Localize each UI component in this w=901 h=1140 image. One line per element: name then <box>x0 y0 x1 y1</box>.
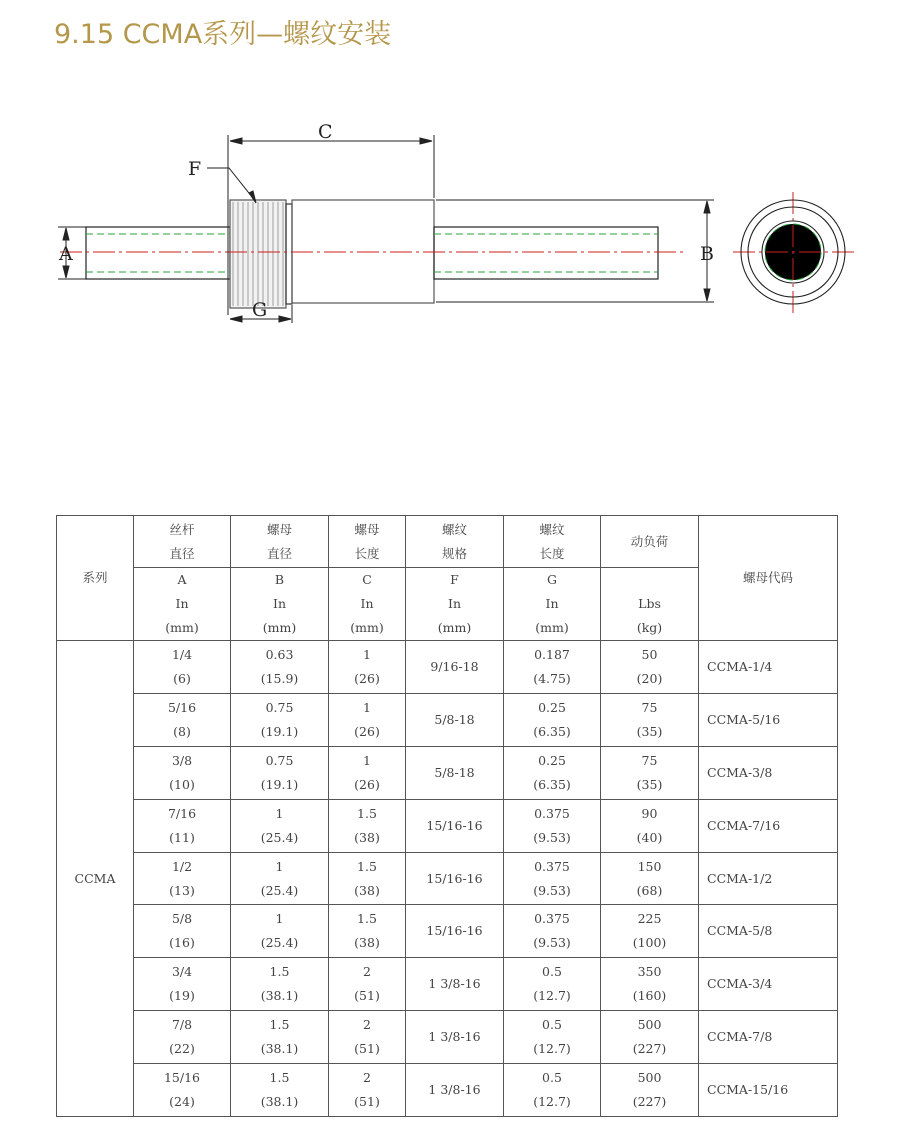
cell-b: 0.63 (15.9) <box>231 641 329 694</box>
cell-c: 1 (26) <box>329 746 406 799</box>
unit-load: Lbs (kg) <box>601 568 699 641</box>
cell-a: 1/4 (6) <box>134 641 231 694</box>
dim-label-g: G <box>252 299 268 321</box>
series-cell: CCMA <box>57 641 134 1117</box>
cell-f: 15/16-16 <box>406 852 504 905</box>
unit-c: C In (mm) <box>329 568 406 641</box>
cell-g: 0.375 (9.53) <box>504 905 601 958</box>
screw-shaft-left <box>86 227 230 279</box>
cell-c: 1.5 (38) <box>329 905 406 958</box>
screw-shaft-right <box>434 227 658 279</box>
header-screw-dia: 丝杆 直径 <box>134 516 231 568</box>
cell-b: 1.5 (38.1) <box>231 1011 329 1064</box>
cell-a: 7/8 (22) <box>134 1011 231 1064</box>
table-row <box>57 1011 838 1064</box>
header-nut-length: 螺母 长度 <box>329 516 406 568</box>
cell-load: 350 (160) <box>601 958 699 1011</box>
header-dynamic-load: 动负荷 <box>601 516 699 568</box>
cell-a: 1/2 (13) <box>134 852 231 905</box>
dim-label-a: A <box>59 243 73 265</box>
cell-code: CCMA-1/2 <box>699 852 838 905</box>
cell-code: CCMA-5/16 <box>699 693 838 746</box>
cell-g: 0.5 (12.7) <box>504 958 601 1011</box>
cell-code: CCMA-7/8 <box>699 1011 838 1064</box>
cell-g: 0.25 (6.35) <box>504 746 601 799</box>
header-nut-code: 螺母代码 <box>699 516 838 641</box>
cell-c: 1 (26) <box>329 693 406 746</box>
dim-label-c: C <box>318 121 333 143</box>
cell-b: 1.5 (38.1) <box>231 1064 329 1117</box>
cell-f: 5/8-18 <box>406 746 504 799</box>
spec-table <box>56 515 838 1117</box>
cell-a: 5/16 (8) <box>134 693 231 746</box>
cell-b: 1 (25.4) <box>231 799 329 852</box>
cell-f: 9/16-18 <box>406 641 504 694</box>
cell-c: 2 (51) <box>329 1064 406 1117</box>
table-row <box>57 958 838 1011</box>
cell-f: 1 3/8-16 <box>406 1011 504 1064</box>
unit-f: F In (mm) <box>406 568 504 641</box>
header-series: 系列 <box>57 516 134 641</box>
cell-load: 500 (227) <box>601 1064 699 1117</box>
page-title: 9.15 CCMA系列—螺纹安装 <box>54 19 392 50</box>
table-row <box>57 852 838 905</box>
cell-g: 0.187 (4.75) <box>504 641 601 694</box>
cell-c: 1.5 (38) <box>329 799 406 852</box>
table-row <box>57 1064 838 1117</box>
cell-load: 150 (68) <box>601 852 699 905</box>
unit-g: G In (mm) <box>504 568 601 641</box>
table-row <box>57 905 838 958</box>
table-row <box>57 693 838 746</box>
dim-label-b: B <box>700 243 714 265</box>
cell-b: 0.75 (19.1) <box>231 693 329 746</box>
table-row <box>57 799 838 852</box>
cell-load: 90 (40) <box>601 799 699 852</box>
cell-load: 75 (35) <box>601 746 699 799</box>
dim-label-f: F <box>188 158 202 180</box>
cell-code: CCMA-3/8 <box>699 746 838 799</box>
cell-g: 0.5 (12.7) <box>504 1064 601 1117</box>
cell-a: 5/8 (16) <box>134 905 231 958</box>
cell-c: 1 (26) <box>329 641 406 694</box>
cell-load: 50 (20) <box>601 641 699 694</box>
cell-load: 75 (35) <box>601 693 699 746</box>
cell-c: 1.5 (38) <box>329 852 406 905</box>
cell-code: CCMA-3/4 <box>699 958 838 1011</box>
nut-neck <box>286 204 292 304</box>
cell-g: 0.25 (6.35) <box>504 693 601 746</box>
cell-b: 1 (25.4) <box>231 852 329 905</box>
header-thread-spec: 螺纹 规格 <box>406 516 504 568</box>
cell-g: 0.5 (12.7) <box>504 1011 601 1064</box>
table-row <box>57 641 838 694</box>
cell-a: 15/16 (24) <box>134 1064 231 1117</box>
unit-a: A In (mm) <box>134 568 231 641</box>
dim-f-leader <box>207 168 256 202</box>
table-row <box>57 746 838 799</box>
cell-f: 15/16-16 <box>406 905 504 958</box>
cell-code: CCMA-1/4 <box>699 641 838 694</box>
cell-f: 15/16-16 <box>406 799 504 852</box>
cell-a: 3/8 (10) <box>134 746 231 799</box>
cell-b: 1 (25.4) <box>231 905 329 958</box>
cell-load: 225 (100) <box>601 905 699 958</box>
cell-code: CCMA-7/16 <box>699 799 838 852</box>
cell-f: 1 3/8-16 <box>406 1064 504 1117</box>
cell-code: CCMA-5/8 <box>699 905 838 958</box>
cell-f: 5/8-18 <box>406 693 504 746</box>
cell-g: 0.375 (9.53) <box>504 799 601 852</box>
cell-load: 500 (227) <box>601 1011 699 1064</box>
cell-c: 2 (51) <box>329 958 406 1011</box>
cell-g: 0.375 (9.53) <box>504 852 601 905</box>
cell-a: 3/4 (19) <box>134 958 231 1011</box>
header-nut-dia: 螺母 直径 <box>231 516 329 568</box>
cell-b: 1.5 (38.1) <box>231 958 329 1011</box>
unit-b: B In (mm) <box>231 568 329 641</box>
cell-b: 0.75 (19.1) <box>231 746 329 799</box>
header-thread-length: 螺纹 长度 <box>504 516 601 568</box>
technical-drawing <box>0 100 901 330</box>
cell-f: 1 3/8-16 <box>406 958 504 1011</box>
cell-code: CCMA-15/16 <box>699 1064 838 1117</box>
cell-a: 7/16 (11) <box>134 799 231 852</box>
cell-c: 2 (51) <box>329 1011 406 1064</box>
